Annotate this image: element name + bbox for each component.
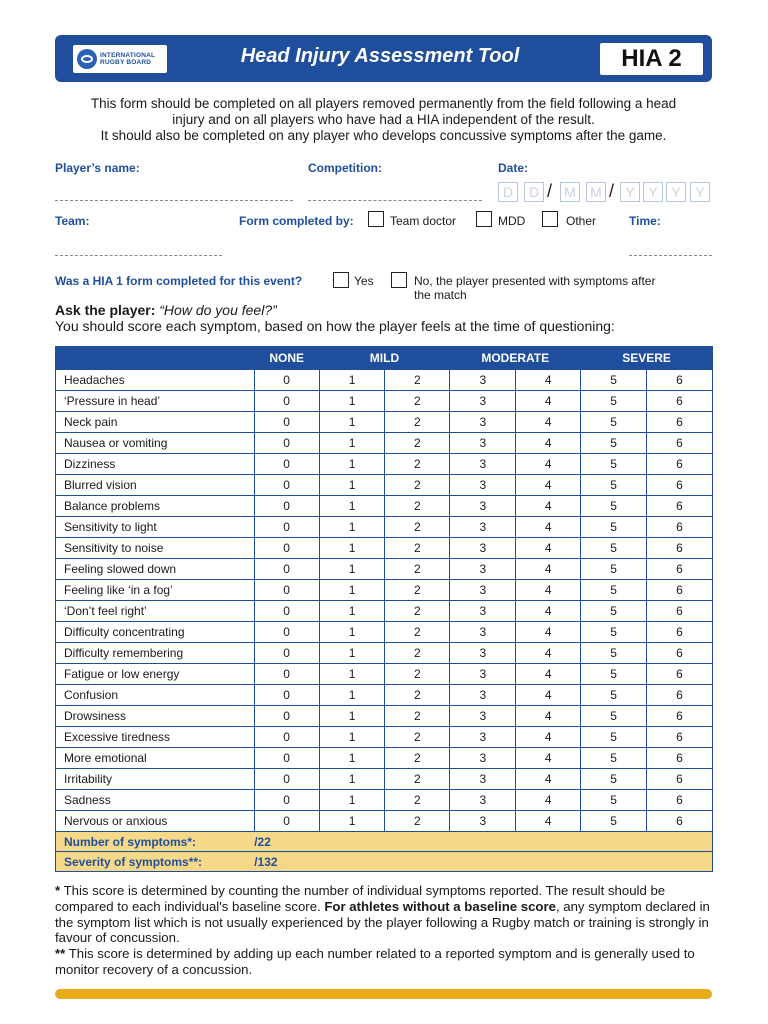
score-cell[interactable]: 5 <box>581 664 647 685</box>
table-row <box>56 748 713 769</box>
score-cell[interactable]: 4 <box>516 622 581 643</box>
score-cell[interactable]: 4 <box>516 685 581 706</box>
score-cell[interactable]: 1 <box>319 475 385 496</box>
table-row <box>56 769 713 790</box>
score-cell[interactable]: 0 <box>254 706 319 727</box>
mdd-checkbox[interactable] <box>476 211 492 227</box>
intro-line-3: It should also be completed on any player who develops concussive symptoms after the game. <box>100 128 667 143</box>
score-cell[interactable]: 3 <box>450 559 516 580</box>
table-row <box>56 370 713 391</box>
symptom-name: Difficulty concentrating <box>56 622 255 643</box>
score-cell[interactable]: 1 <box>319 685 385 706</box>
score-cell[interactable]: 1 <box>319 538 385 559</box>
score-cell[interactable]: 1 <box>319 454 385 475</box>
hia1-no-line-2: the match <box>414 288 467 302</box>
score-cell[interactable]: 0 <box>254 517 319 538</box>
score-cell[interactable]: 5 <box>581 811 647 832</box>
score-cell[interactable]: 2 <box>385 643 450 664</box>
hia1-no-line-1: No, the player presented with symptoms after <box>414 274 656 288</box>
hia1-question: Was a HIA 1 form completed for this event? <box>55 274 303 288</box>
date-year-1[interactable]: Y <box>620 182 640 202</box>
score-cell[interactable]: 6 <box>647 685 713 706</box>
score-cell[interactable]: 4 <box>516 391 581 412</box>
score-cell[interactable]: 1 <box>319 370 385 391</box>
symptom-name: Confusion <box>56 685 255 706</box>
team-doctor-checkbox[interactable] <box>368 211 384 227</box>
table-row <box>56 475 713 496</box>
score-cell[interactable]: 6 <box>647 748 713 769</box>
score-cell[interactable]: 2 <box>385 370 450 391</box>
score-cell[interactable]: 5 <box>581 433 647 454</box>
score-cell[interactable]: 2 <box>385 454 450 475</box>
score-cell[interactable]: 2 <box>385 706 450 727</box>
score-cell[interactable]: 5 <box>581 412 647 433</box>
score-cell[interactable]: 3 <box>450 475 516 496</box>
time-label: Time: <box>629 214 661 228</box>
score-cell[interactable]: 2 <box>385 727 450 748</box>
summary-label: Number of symptoms*: <box>56 832 255 852</box>
symptom-name: Nausea or vomiting <box>56 433 255 454</box>
table-row <box>56 538 713 559</box>
form-completed-by-label: Form completed by: <box>239 214 354 228</box>
symptom-name: Excessive tiredness <box>56 727 255 748</box>
score-cell[interactable]: 0 <box>254 538 319 559</box>
intro-line-2: injury and on all players who have had a HIA independent of the result. <box>172 112 595 127</box>
symptom-name: Nervous or anxious <box>56 811 255 832</box>
table-row <box>56 391 713 412</box>
header-moderate: MODERATE <box>450 347 581 370</box>
summary-row <box>56 832 713 852</box>
symptom-name: Fatigue or low energy <box>56 664 255 685</box>
score-cell[interactable]: 6 <box>647 496 713 517</box>
table-header-row <box>56 347 713 370</box>
score-cell[interactable]: 0 <box>254 685 319 706</box>
time-field[interactable] <box>629 255 712 256</box>
score-cell[interactable]: 2 <box>385 748 450 769</box>
score-cell[interactable]: 4 <box>516 496 581 517</box>
score-cell[interactable]: 5 <box>581 559 647 580</box>
score-cell[interactable]: 6 <box>647 769 713 790</box>
hia1-no-checkbox[interactable] <box>391 272 407 288</box>
score-cell[interactable]: 5 <box>581 496 647 517</box>
score-cell[interactable]: 4 <box>516 664 581 685</box>
footnote-1-text-a: This score is determined by counting the number of individual symptoms reported. The result should be compared to each individual's baseline score. <box>55 883 666 914</box>
score-cell[interactable]: 1 <box>319 664 385 685</box>
score-cell[interactable]: 6 <box>647 790 713 811</box>
competition-field[interactable] <box>308 200 482 201</box>
score-cell[interactable]: 4 <box>516 538 581 559</box>
score-cell[interactable]: 5 <box>581 643 647 664</box>
score-cell[interactable]: 3 <box>450 811 516 832</box>
player-name-field[interactable] <box>55 200 293 201</box>
score-cell[interactable]: 3 <box>450 748 516 769</box>
symptom-name: Balance problems <box>56 496 255 517</box>
score-cell[interactable]: 0 <box>254 769 319 790</box>
header-none: NONE <box>254 347 319 370</box>
date-month-2[interactable]: M <box>586 182 606 202</box>
footer-accent-bar <box>55 989 712 999</box>
header-severe: SEVERE <box>581 347 713 370</box>
date-month-1[interactable]: M <box>560 182 580 202</box>
score-cell[interactable]: 6 <box>647 559 713 580</box>
date-separator: / <box>547 181 553 201</box>
team-label: Team: <box>55 214 90 228</box>
date-year-4[interactable]: Y <box>690 182 710 202</box>
score-cell[interactable]: 6 <box>647 391 713 412</box>
score-cell[interactable]: 4 <box>516 748 581 769</box>
footnote-1 <box>55 883 715 946</box>
team-field[interactable] <box>55 255 222 256</box>
score-cell[interactable]: 3 <box>450 664 516 685</box>
score-cell[interactable]: 6 <box>647 370 713 391</box>
intro-text <box>55 96 712 144</box>
score-cell[interactable]: 5 <box>581 790 647 811</box>
table-row <box>56 433 713 454</box>
footnote-2-text: This score is determined by adding up each number related to a reported symptom and is generally used to monitor recovery of a concussion. <box>55 946 695 977</box>
score-cell[interactable]: 6 <box>647 412 713 433</box>
symptom-name: Neck pain <box>56 412 255 433</box>
other-label: Other <box>566 214 597 228</box>
ask-player-line <box>55 302 277 318</box>
intro-line-1: This form should be completed on all players removed permanently from the field following a head <box>90 96 677 111</box>
date-year-3[interactable]: Y <box>666 182 686 202</box>
date-separator: / <box>609 181 615 201</box>
mdd-label: MDD <box>498 214 526 228</box>
score-cell[interactable]: 6 <box>647 454 713 475</box>
score-cell[interactable]: 3 <box>450 685 516 706</box>
symptom-table <box>55 346 713 872</box>
symptom-name: ‘Pressure in head’ <box>56 391 255 412</box>
table-row <box>56 790 713 811</box>
score-cell[interactable]: 0 <box>254 811 319 832</box>
table-row <box>56 811 713 832</box>
score-cell[interactable]: 3 <box>450 580 516 601</box>
score-cell[interactable]: 2 <box>385 580 450 601</box>
score-cell[interactable]: 2 <box>385 538 450 559</box>
score-cell[interactable]: 3 <box>450 454 516 475</box>
score-cell[interactable]: 4 <box>516 706 581 727</box>
score-cell[interactable]: 4 <box>516 790 581 811</box>
table-row <box>56 622 713 643</box>
score-cell[interactable]: 6 <box>647 475 713 496</box>
score-cell[interactable]: 6 <box>647 706 713 727</box>
score-cell[interactable]: 2 <box>385 517 450 538</box>
score-cell[interactable]: 3 <box>450 391 516 412</box>
score-cell[interactable]: 2 <box>385 685 450 706</box>
score-cell[interactable]: 2 <box>385 769 450 790</box>
score-cell[interactable]: 0 <box>254 748 319 769</box>
score-cell[interactable]: 0 <box>254 643 319 664</box>
score-cell[interactable]: 6 <box>647 538 713 559</box>
score-cell[interactable]: 5 <box>581 727 647 748</box>
symptom-name: Dizziness <box>56 454 255 475</box>
table-row <box>56 601 713 622</box>
score-cell[interactable]: 4 <box>516 433 581 454</box>
score-cell[interactable]: 4 <box>516 811 581 832</box>
score-cell[interactable]: 6 <box>647 517 713 538</box>
table-row <box>56 643 713 664</box>
summary-row <box>56 852 713 872</box>
table-row <box>56 706 713 727</box>
table-row <box>56 454 713 475</box>
header-blank <box>56 347 255 370</box>
score-cell[interactable]: 3 <box>450 601 516 622</box>
summary-value[interactable]: /132 <box>254 852 712 872</box>
irb-logo <box>73 45 167 73</box>
score-cell[interactable]: 3 <box>450 790 516 811</box>
score-cell[interactable]: 0 <box>254 580 319 601</box>
score-cell[interactable]: 3 <box>450 517 516 538</box>
score-cell[interactable]: 0 <box>254 727 319 748</box>
score-cell[interactable]: 4 <box>516 727 581 748</box>
symptom-name: Feeling slowed down <box>56 559 255 580</box>
player-name-label: Player’s name: <box>55 161 140 175</box>
hia1-yes-label: Yes <box>354 274 374 288</box>
score-cell[interactable]: 4 <box>516 769 581 790</box>
score-cell[interactable]: 4 <box>516 412 581 433</box>
score-cell[interactable]: 1 <box>319 811 385 832</box>
table-row <box>56 580 713 601</box>
competition-label: Competition: <box>308 161 382 175</box>
table-row <box>56 664 713 685</box>
score-cell[interactable]: 0 <box>254 412 319 433</box>
header-mild: MILD <box>319 347 450 370</box>
score-cell[interactable]: 5 <box>581 475 647 496</box>
page-title: Head Injury Assessment Tool <box>240 45 520 67</box>
score-cell[interactable]: 5 <box>581 601 647 622</box>
score-cell[interactable]: 1 <box>319 727 385 748</box>
score-cell[interactable]: 6 <box>647 622 713 643</box>
score-cell[interactable]: 1 <box>319 748 385 769</box>
score-cell[interactable]: 2 <box>385 496 450 517</box>
score-cell[interactable]: 0 <box>254 664 319 685</box>
symptom-name: Headaches <box>56 370 255 391</box>
score-cell[interactable]: 5 <box>581 370 647 391</box>
score-cell[interactable]: 2 <box>385 664 450 685</box>
ask-quote: “How do you feel?” <box>159 302 277 318</box>
score-cell[interactable]: 0 <box>254 454 319 475</box>
score-cell[interactable]: 6 <box>647 727 713 748</box>
score-cell[interactable]: 6 <box>647 811 713 832</box>
score-cell[interactable]: 6 <box>647 643 713 664</box>
score-cell[interactable]: 5 <box>581 685 647 706</box>
header-banner <box>55 35 712 82</box>
score-cell[interactable]: 3 <box>450 496 516 517</box>
score-cell[interactable]: 1 <box>319 391 385 412</box>
score-cell[interactable]: 5 <box>581 538 647 559</box>
form-id-badge: HIA 2 <box>600 43 703 75</box>
score-cell[interactable]: 5 <box>581 580 647 601</box>
footnote-1-bold: For athletes without a baseline score <box>324 898 556 914</box>
score-cell[interactable]: 1 <box>319 790 385 811</box>
symptom-name: ‘Don’t feel right’ <box>56 601 255 622</box>
score-cell[interactable]: 5 <box>581 706 647 727</box>
score-cell[interactable]: 6 <box>647 601 713 622</box>
score-cell[interactable]: 1 <box>319 706 385 727</box>
table-row <box>56 727 713 748</box>
score-cell[interactable]: 3 <box>450 727 516 748</box>
score-cell[interactable]: 0 <box>254 790 319 811</box>
ask-prefix: Ask the player: <box>55 302 156 318</box>
footnote-2-star: ** <box>55 946 66 962</box>
symptom-name: Feeling like ‘in a fog’ <box>56 580 255 601</box>
score-cell[interactable]: 1 <box>319 517 385 538</box>
score-cell[interactable]: 0 <box>254 601 319 622</box>
score-cell[interactable]: 3 <box>450 769 516 790</box>
symptom-name: Sensitivity to light <box>56 517 255 538</box>
score-cell[interactable]: 5 <box>581 391 647 412</box>
table-row <box>56 412 713 433</box>
hia1-no-label <box>414 274 655 302</box>
score-cell[interactable]: 2 <box>385 601 450 622</box>
score-cell[interactable]: 0 <box>254 622 319 643</box>
score-cell[interactable]: 1 <box>319 643 385 664</box>
footnotes <box>55 883 715 978</box>
symptom-name: Difficulty remembering <box>56 643 255 664</box>
score-cell[interactable]: 5 <box>581 622 647 643</box>
summary-label: Severity of symptoms**: <box>56 852 255 872</box>
score-cell[interactable]: 0 <box>254 559 319 580</box>
summary-value[interactable]: /22 <box>254 832 712 852</box>
rugby-ball-icon <box>77 49 97 69</box>
score-cell[interactable]: 1 <box>319 601 385 622</box>
ask-instruction: You should score each symptom, based on how the player feels at the time of questioning: <box>55 318 615 334</box>
score-cell[interactable]: 4 <box>516 454 581 475</box>
score-cell[interactable]: 0 <box>254 433 319 454</box>
symptom-table-body <box>56 370 713 872</box>
logo-text <box>100 52 155 66</box>
score-cell[interactable]: 3 <box>450 538 516 559</box>
score-cell[interactable]: 5 <box>581 517 647 538</box>
logo-line-1: INTERNATIONAL <box>100 52 156 59</box>
score-cell[interactable]: 1 <box>319 433 385 454</box>
score-cell[interactable]: 3 <box>450 706 516 727</box>
score-cell[interactable]: 4 <box>516 601 581 622</box>
score-cell[interactable]: 1 <box>319 622 385 643</box>
footnote-1-text-b: , any symptom declared in the symptom list which is not usually experienced by the player following a Rugby match or training is strongly in favour of concussion. <box>55 898 710 946</box>
score-cell[interactable]: 0 <box>254 391 319 412</box>
score-cell[interactable]: 3 <box>450 370 516 391</box>
score-cell[interactable]: 2 <box>385 559 450 580</box>
other-checkbox[interactable] <box>542 211 558 227</box>
footnote-1-star: * <box>55 883 61 898</box>
logo-line-2: RUGBY BOARD <box>100 59 152 66</box>
score-cell[interactable]: 6 <box>647 433 713 454</box>
footnote-2 <box>55 946 715 978</box>
score-cell[interactable]: 3 <box>450 622 516 643</box>
date-label: Date: <box>498 161 529 175</box>
score-cell[interactable]: 1 <box>319 559 385 580</box>
score-cell[interactable]: 2 <box>385 433 450 454</box>
score-cell[interactable]: 4 <box>516 580 581 601</box>
table-row <box>56 685 713 706</box>
symptom-name: Sensitivity to noise <box>56 538 255 559</box>
symptom-name: More emotional <box>56 748 255 769</box>
score-cell[interactable]: 2 <box>385 391 450 412</box>
date-day-1[interactable]: D <box>498 182 518 202</box>
score-cell[interactable]: 4 <box>516 559 581 580</box>
score-cell[interactable]: 2 <box>385 622 450 643</box>
score-cell[interactable]: 0 <box>254 370 319 391</box>
score-cell[interactable]: 4 <box>516 517 581 538</box>
score-cell[interactable]: 4 <box>516 643 581 664</box>
score-cell[interactable]: 2 <box>385 412 450 433</box>
score-cell[interactable]: 5 <box>581 769 647 790</box>
score-cell[interactable]: 0 <box>254 475 319 496</box>
score-cell[interactable]: 4 <box>516 475 581 496</box>
date-day-2[interactable]: D <box>524 182 544 202</box>
score-cell[interactable]: 2 <box>385 790 450 811</box>
score-cell[interactable]: 1 <box>319 496 385 517</box>
table-row <box>56 517 713 538</box>
date-year-2[interactable]: Y <box>643 182 663 202</box>
score-cell[interactable]: 6 <box>647 664 713 685</box>
score-cell[interactable]: 5 <box>581 454 647 475</box>
score-cell[interactable]: 6 <box>647 580 713 601</box>
symptom-name: Drowsiness <box>56 706 255 727</box>
symptom-name: Blurred vision <box>56 475 255 496</box>
score-cell[interactable]: 1 <box>319 769 385 790</box>
score-cell[interactable]: 0 <box>254 496 319 517</box>
score-cell[interactable]: 3 <box>450 433 516 454</box>
symptom-name: Sadness <box>56 790 255 811</box>
score-cell[interactable]: 3 <box>450 412 516 433</box>
score-cell[interactable]: 3 <box>450 643 516 664</box>
score-cell[interactable]: 2 <box>385 811 450 832</box>
hia1-yes-checkbox[interactable] <box>333 272 349 288</box>
table-row <box>56 559 713 580</box>
score-cell[interactable]: 4 <box>516 370 581 391</box>
symptom-name: Irritability <box>56 769 255 790</box>
table-row <box>56 496 713 517</box>
score-cell[interactable]: 1 <box>319 412 385 433</box>
team-doctor-label: Team doctor <box>390 214 457 228</box>
score-cell[interactable]: 5 <box>581 748 647 769</box>
score-cell[interactable]: 1 <box>319 580 385 601</box>
score-cell[interactable]: 2 <box>385 475 450 496</box>
